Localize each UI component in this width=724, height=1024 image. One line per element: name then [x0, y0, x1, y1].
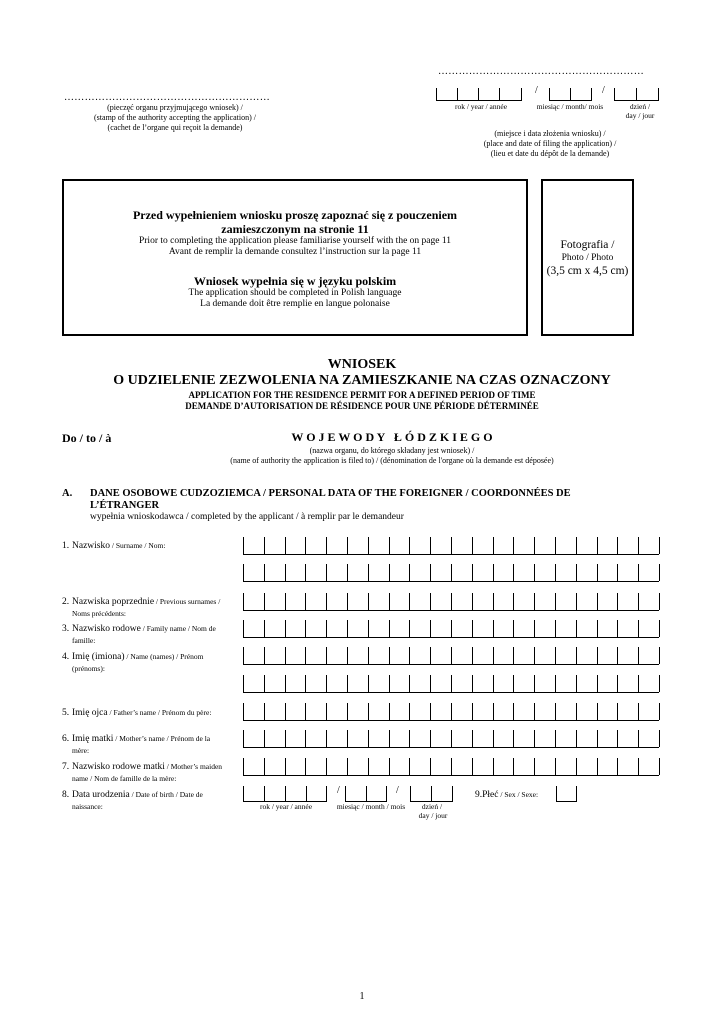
field-3-label: 3. Nazwisko rodowe / Family name / Nom de famille:: [62, 624, 216, 645]
birth-date-separator: /: [396, 785, 399, 796]
photo-box[interactable]: [541, 179, 634, 336]
notice-line-1: Przed wypełnieniem wniosku proszę zapoznać się z pouczeniem: [132, 208, 458, 222]
mother-name-input-boxes[interactable]: [243, 731, 659, 748]
surname-input-boxes[interactable]: [243, 538, 659, 555]
addressee-value[interactable]: W O J E W O D Y Ł Ó D Z K I E G O: [291, 430, 493, 444]
filing-month-boxes[interactable]: [549, 88, 591, 101]
form-title-en: APPLICATION FOR THE RESIDENCE PERMIT FOR A DEFINED PERIOD OF TIME: [188, 390, 536, 400]
addressee-note-pl: (nazwa organu, do którego składany jest wniosek) /: [309, 446, 475, 455]
birth-year-boxes[interactable]: [243, 787, 327, 802]
filing-year-label: rok / year / année: [454, 102, 508, 111]
birth-day-boxes[interactable]: [410, 787, 453, 802]
form-subtitle: O UDZIELENIE ZEZWOLENIA NA ZAMIESZKANIE NA CZAS OZNACZONY: [113, 373, 611, 388]
sex-box[interactable]: [556, 787, 577, 802]
names-cont-input-boxes[interactable]: [243, 676, 659, 693]
addressee-note-en-fr: (name of authority the application is filed to) / (dénomination de l'organe où la demande est déposée): [230, 456, 554, 465]
field-9-label: 9.Płeć / Sex / Sexe:: [475, 790, 539, 800]
birth-month-label: miesiąc / month / mois: [336, 802, 406, 811]
mother-maiden-name-input-boxes[interactable]: [243, 759, 659, 776]
section-a-letter: A.: [62, 488, 73, 499]
field-4-label: 4. Imię (imiona) / Name (names) / Prénom (prénoms):: [62, 652, 204, 673]
form-title-fr: DEMANDE D’AUTORISATION DE RÉSIDENCE POUR UNE PÉRIODE DÉTERMINÉE: [185, 401, 539, 411]
field-5-label: 5. Imię ojca / Father’s name / Prénom du père:: [62, 708, 212, 718]
notice-en: Prior to completing the application please familiarise yourself with the on page 11: [138, 236, 451, 246]
field-2-label: 2. Nazwiska poprzednie / Previous surnames / Noms précédents:: [62, 597, 221, 618]
notice-language-en: The application should be completed in Polish language: [188, 288, 402, 298]
previous-surnames-input-boxes[interactable]: [243, 594, 659, 611]
filing-day-label-2: day / jour: [625, 111, 655, 120]
photo-size: (3,5 cm x 4,5 cm): [546, 265, 629, 277]
date-separator: /: [602, 85, 605, 96]
notice-line-2: zamieszczonym na stronie 11: [221, 222, 369, 236]
filing-year-boxes[interactable]: [436, 88, 521, 101]
notice-language-pl: Wniosek wypełnia się w języku polskim: [193, 274, 397, 288]
filing-day-label: dzień /: [629, 102, 651, 111]
field-6-label: 6. Imię matki / Mother’s name / Prénom de la mère:: [62, 734, 211, 755]
form-title: WNIOSEK: [327, 357, 397, 372]
names-input-boxes[interactable]: [243, 648, 659, 665]
place-caption-fr: (lieu et date du dépôt de la demande): [490, 149, 610, 158]
place-dotted-line[interactable]: ……………………………………………………: [438, 66, 644, 77]
birth-day-label-2: day / jour: [418, 811, 448, 820]
place-caption-en: (place and date of filing the application) /: [483, 139, 617, 148]
birth-year-label: rok / year / année: [259, 802, 313, 811]
instructions-box: [62, 179, 528, 336]
page-number: 1: [359, 991, 365, 1002]
section-a-title-2: L’ÉTRANGER: [90, 500, 160, 511]
field-8-label: 8. Data urodzenia / Date of birth / Date de naissance:: [62, 790, 203, 811]
stamp-caption-fr: (cachet de l’organe qui reçoit la demande): [107, 123, 243, 132]
photo-subtitle: Photo / Photo: [561, 253, 614, 263]
notice-language-fr: La demande doit être remplie en langue polonaise: [200, 299, 390, 309]
family-name-input-boxes[interactable]: [243, 621, 659, 638]
addressee-label: Do / to / à: [62, 431, 112, 445]
field-1-label: 1. Nazwisko / Surname / Nom:: [62, 541, 166, 551]
stamp-caption-en: (stamp of the authority accepting the application) /: [94, 113, 256, 122]
father-name-input-boxes[interactable]: [243, 704, 659, 721]
birth-month-boxes[interactable]: [345, 787, 387, 802]
place-caption-pl: (miejsce i data złożenia wniosku) /: [494, 129, 606, 138]
birth-day-label: dzień /: [421, 802, 443, 811]
stamp-caption-pl: (pieczęć organu przyjmującego wniosek) /: [107, 103, 243, 112]
filing-day-boxes[interactable]: [614, 88, 658, 101]
birth-date-separator: /: [337, 785, 340, 796]
section-a-subtitle: wypełnia wnioskodawca / completed by the applicant / à remplir par le demandeur: [90, 512, 404, 522]
notice-fr: Avant de remplir la demande consultez l’instruction sur la page 11: [168, 247, 422, 257]
stamp-dotted-line: ……………………………………………………: [64, 92, 270, 103]
field-7-label: 7. Nazwisko rodowe matki / Mother’s maiden name / Nom de famille de la mère:: [62, 762, 223, 783]
filing-month-label: miesiąc / month/ mois: [536, 102, 604, 111]
section-a-title: DANE OSOBOWE CUDZOZIEMCA / PERSONAL DATA OF THE FOREIGNER / COORDONNÉES DE: [90, 488, 571, 499]
photo-title: Fotografia /: [560, 239, 615, 251]
surname-cont-input-boxes[interactable]: [243, 565, 659, 582]
date-separator: /: [535, 85, 538, 96]
